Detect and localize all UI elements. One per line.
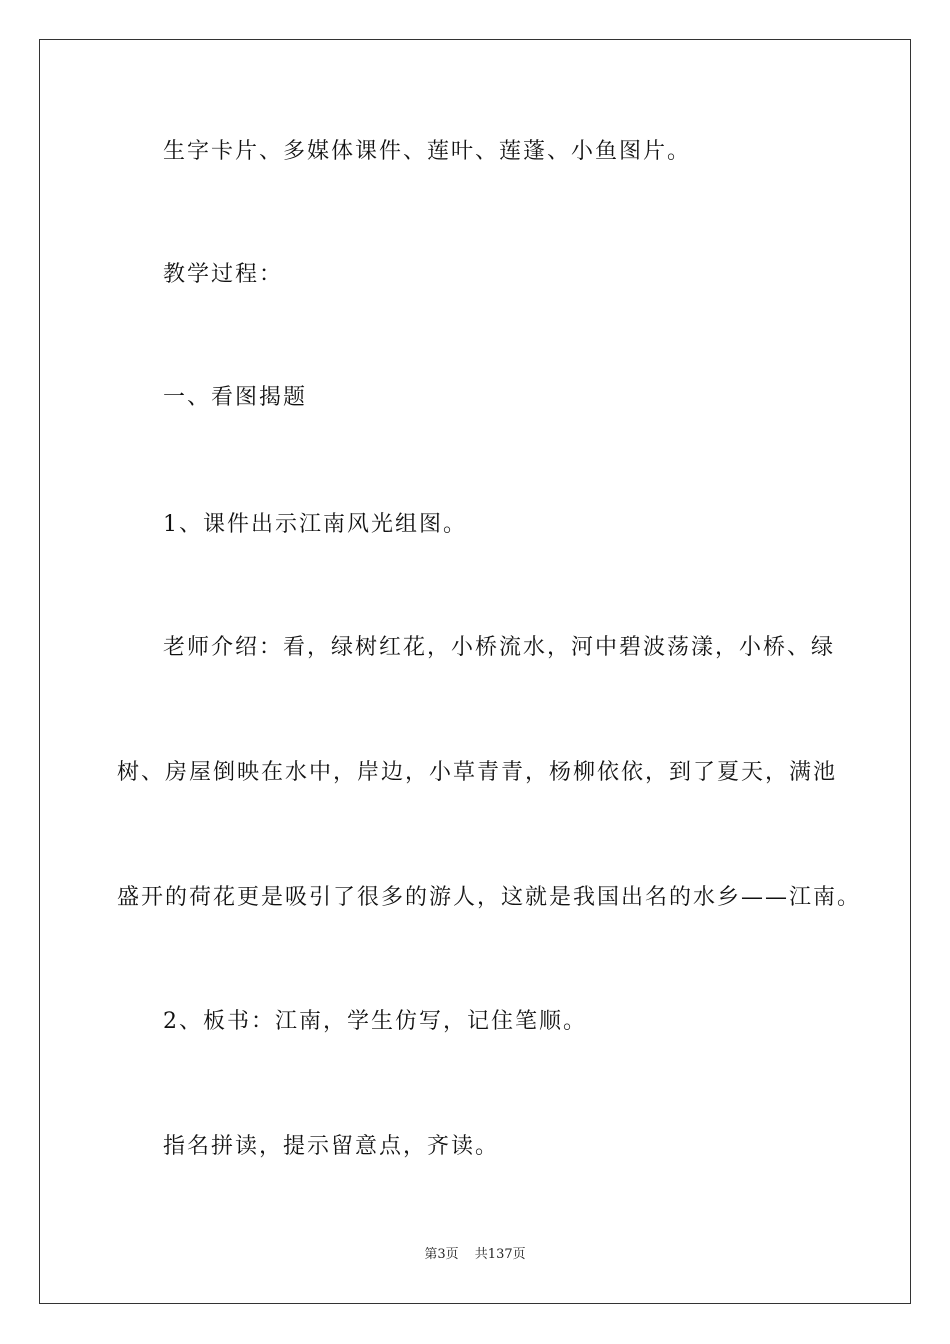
reading-instruction: 指名拼读，提示留意点，齐读。	[163, 1134, 500, 1159]
step-2: 2、板书：江南，学生仿写，记住笔顺。	[163, 1009, 587, 1034]
page-footer	[0, 1246, 950, 1264]
paragraph-materials: 生字卡片、多媒体课件、莲叶、莲蓬、小鱼图片。	[163, 139, 692, 164]
total-pages: 共137页	[474, 1247, 526, 1262]
teacher-intro-line-3: 盛开的荷花更是吸引了很多的游人，这就是我国出名的水乡——江南。	[117, 885, 862, 910]
section-heading-1: 一、看图揭题	[163, 385, 308, 410]
page-frame	[39, 39, 911, 1304]
step-1: 1、课件出示江南风光组图。	[163, 512, 467, 537]
heading-teaching-process: 教学过程：	[163, 262, 284, 287]
teacher-intro-line-1: 老师介绍：看，绿树红花，小桥流水，河中碧波荡漾，小桥、绿	[163, 635, 836, 660]
teacher-intro-line-2: 树、房屋倒映在水中，岸边，小草青青，杨柳依依，到了夏天，满池	[117, 760, 838, 785]
page-number: 第3页	[424, 1247, 459, 1262]
